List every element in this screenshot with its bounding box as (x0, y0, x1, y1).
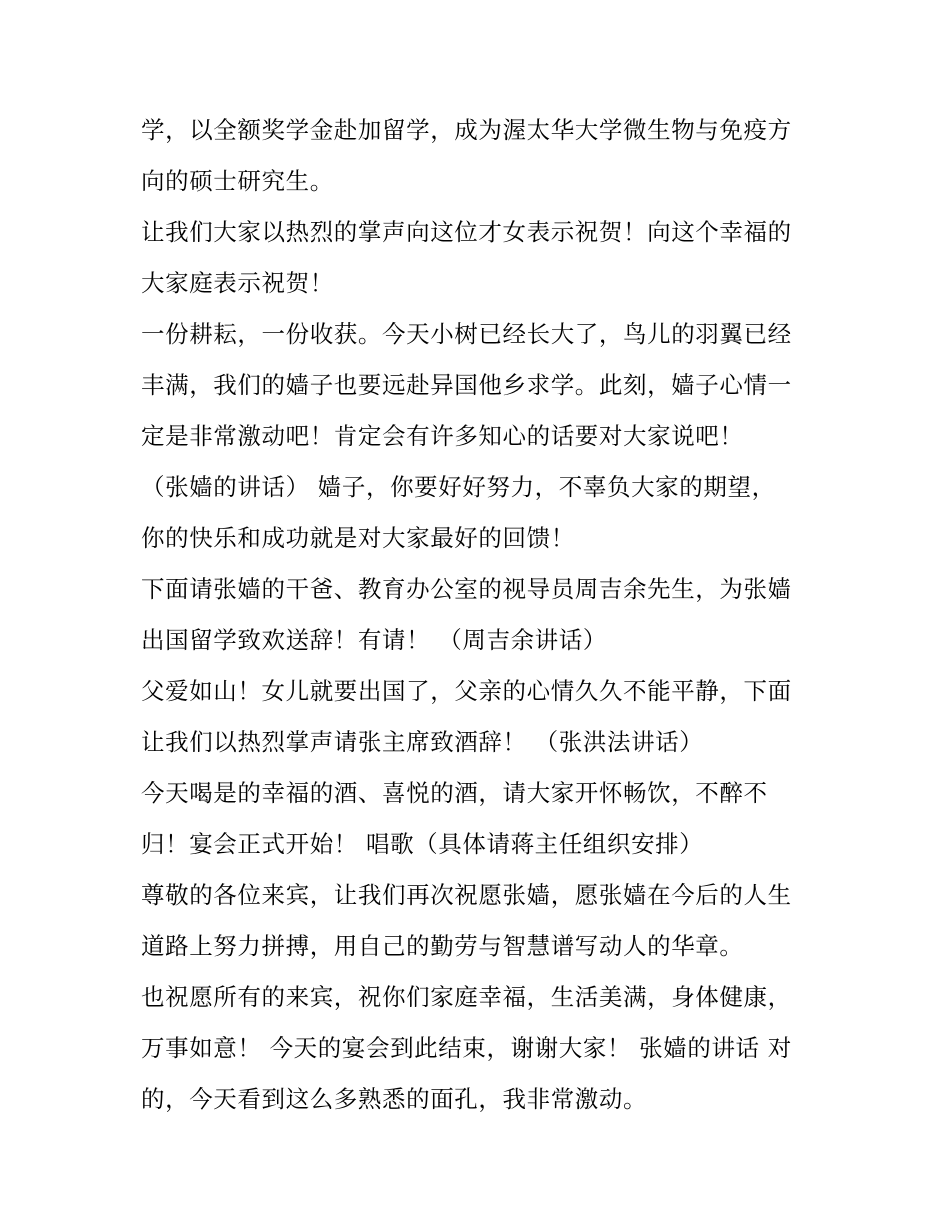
text-line: 下面请张嫱的干爸、教育办公室的视导员周吉余先生，为张嫱 (141, 575, 792, 603)
text-line: 父爱如山！女儿就要出国了，父亲的心情久久不能平静，下面 (141, 677, 792, 705)
text-line: 向的硕士研究生。 (141, 167, 334, 195)
text-line: 学，以全额奖学金赴加留学，成为渥太华大学微生物与免疫方 (141, 116, 792, 144)
text-line: 也祝愿所有的来宾，祝你们家庭幸福，生活美满，身体健康， (141, 983, 792, 1011)
text-line: 丰满，我们的嫱子也要远赴异国他乡求学。此刻，嫱子心情一 (141, 371, 792, 399)
text-line: 大家庭表示祝贺！ (141, 269, 334, 297)
text-line: 让我们以热烈掌声请张主席致酒辞！ （张洪法讲话） (141, 728, 704, 756)
text-line: 定是非常激动吧！肯定会有许多知心的话要对大家说吧！ (141, 422, 744, 450)
text-line: 的，今天看到这么多熟悉的面孔，我非常激动。 (141, 1085, 648, 1113)
text-line: 万事如意！ 今天的宴会到此结束，谢谢大家！ 张嫱的讲话 对 (141, 1034, 792, 1062)
text-line: 归！宴会正式开始！ 唱歌（具体请蒋主任组织安排） (141, 830, 704, 858)
text-line: 今天喝是的幸福的酒、喜悦的酒，请大家开怀畅饮，不醉不 (141, 779, 768, 807)
text-line: 一份耕耘，一份收获。今天小树已经长大了，鸟儿的羽翼已经 (141, 320, 792, 348)
text-line: 尊敬的各位来宾，让我们再次祝愿张嫱，愿张嫱在今后的人生 (141, 881, 792, 909)
text-line: （张嫱的讲话） 嫱子，你要好好努力，不辜负大家的期望， (141, 473, 776, 501)
text-line: 让我们大家以热烈的掌声向这位才女表示祝贺！向这个幸福的 (141, 218, 792, 246)
text-line: 你的快乐和成功就是对大家最好的回馈！ (141, 524, 575, 552)
document-body (141, 105, 841, 1125)
text-line: 出国留学致欢送辞！有请！ （周吉余讲话） (141, 626, 607, 654)
text-line: 道路上努力拼搏，用自己的勤劳与智慧谱写动人的华章。 (141, 932, 744, 960)
